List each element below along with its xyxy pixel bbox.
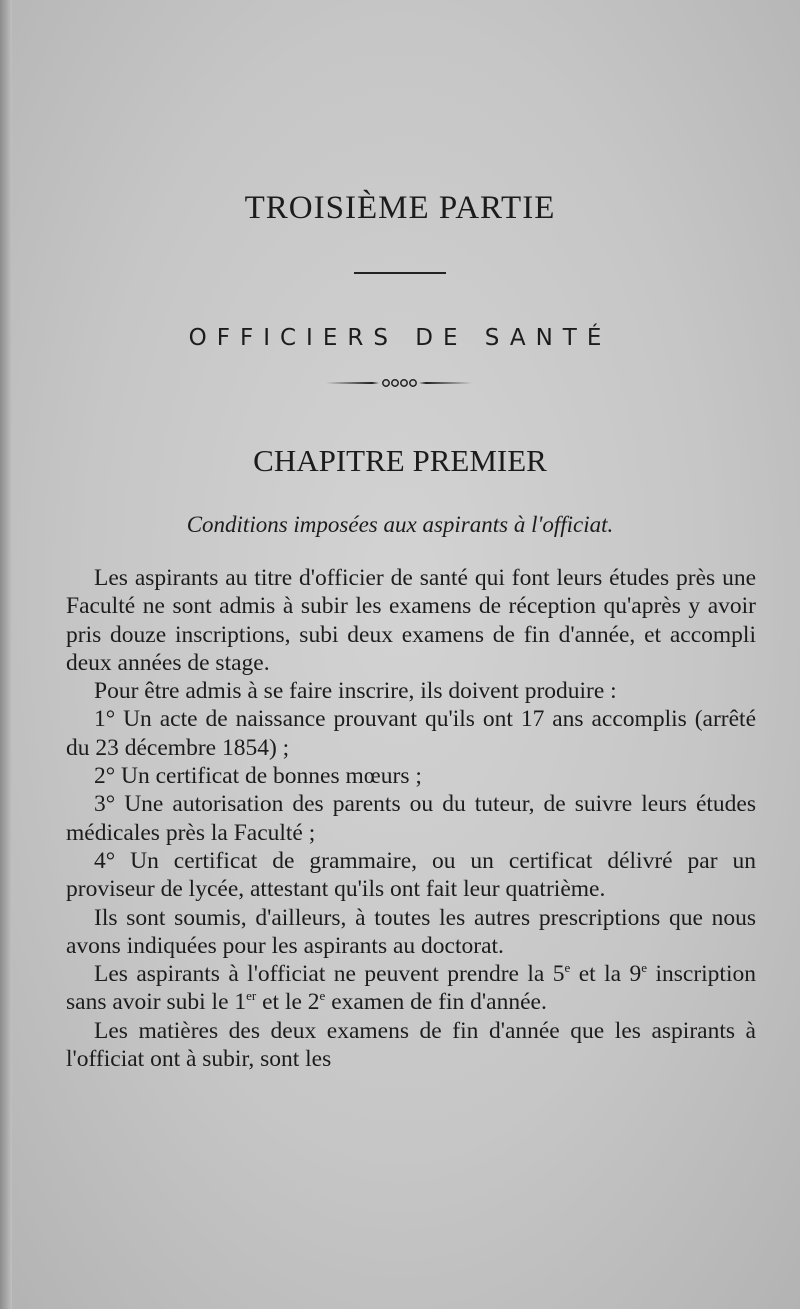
title-rule <box>354 272 446 274</box>
part-title: TROISIÈME PARTIE <box>244 190 556 226</box>
text-run: inscription sans avoir subi le 1 <box>66 961 756 1016</box>
text-run: et le 2 <box>256 989 320 1016</box>
paragraph: Les matières des deux examens de fin d'année que les aspirants à l'officiat ont à subir, sont les <box>66 1017 756 1073</box>
ornament-divider <box>324 376 474 390</box>
paragraph <box>66 960 756 1017</box>
ordinal-suffix: e <box>641 960 648 976</box>
list-item: 1° Un acte de naissance prouvant qu'ils ont 17 ans accomplis (arrêté du 23 décembre 1854) ; <box>66 706 756 761</box>
list-item: 4° Un certificat de grammaire, ou un certificat délivré par un proviseur de lycée, attestant qu'ils ont fait leur quatrième. <box>66 847 756 903</box>
ordinal-suffix: e <box>564 960 571 976</box>
ordinal-suffix: er <box>246 988 257 1004</box>
paragraph: Ils sont soumis, d'ailleurs, à toutes les autres prescriptions que nous avons indiquées pour les aspirants au doctorat. <box>66 904 756 959</box>
list-item: 3° Une autorisation des parents ou du tuteur, de suivre leurs études médicales près la Faculté ; <box>66 791 756 846</box>
paragraph: Les aspirants au titre d'officier de santé qui font leurs études près une Faculté ne sont admis à subir les examens de réception qu'après y avoir pris douze inscriptions, subi deux examens de fin d'année, et accompli deux années de stage. <box>66 565 756 676</box>
section-title: OFFICIERS DE SANTÉ <box>188 325 612 351</box>
text-run: et la 9 <box>570 961 642 988</box>
chapter-subtitle: Conditions imposées aux aspirants à l'officiat. <box>186 512 614 537</box>
paragraph: Pour être admis à se faire inscrire, ils doivent produire : <box>94 678 617 705</box>
ordinal-suffix: e <box>319 988 326 1004</box>
list-item: 2° Un certificat de bonnes mœurs ; <box>94 763 422 790</box>
text-run: examen de fin d'année. <box>325 989 547 1016</box>
body-text <box>66 564 756 1073</box>
chapter-title: CHAPITRE PREMIER <box>253 443 547 478</box>
text-run: Les aspirants à l'officiat ne peuvent prendre la 5 <box>94 961 565 988</box>
